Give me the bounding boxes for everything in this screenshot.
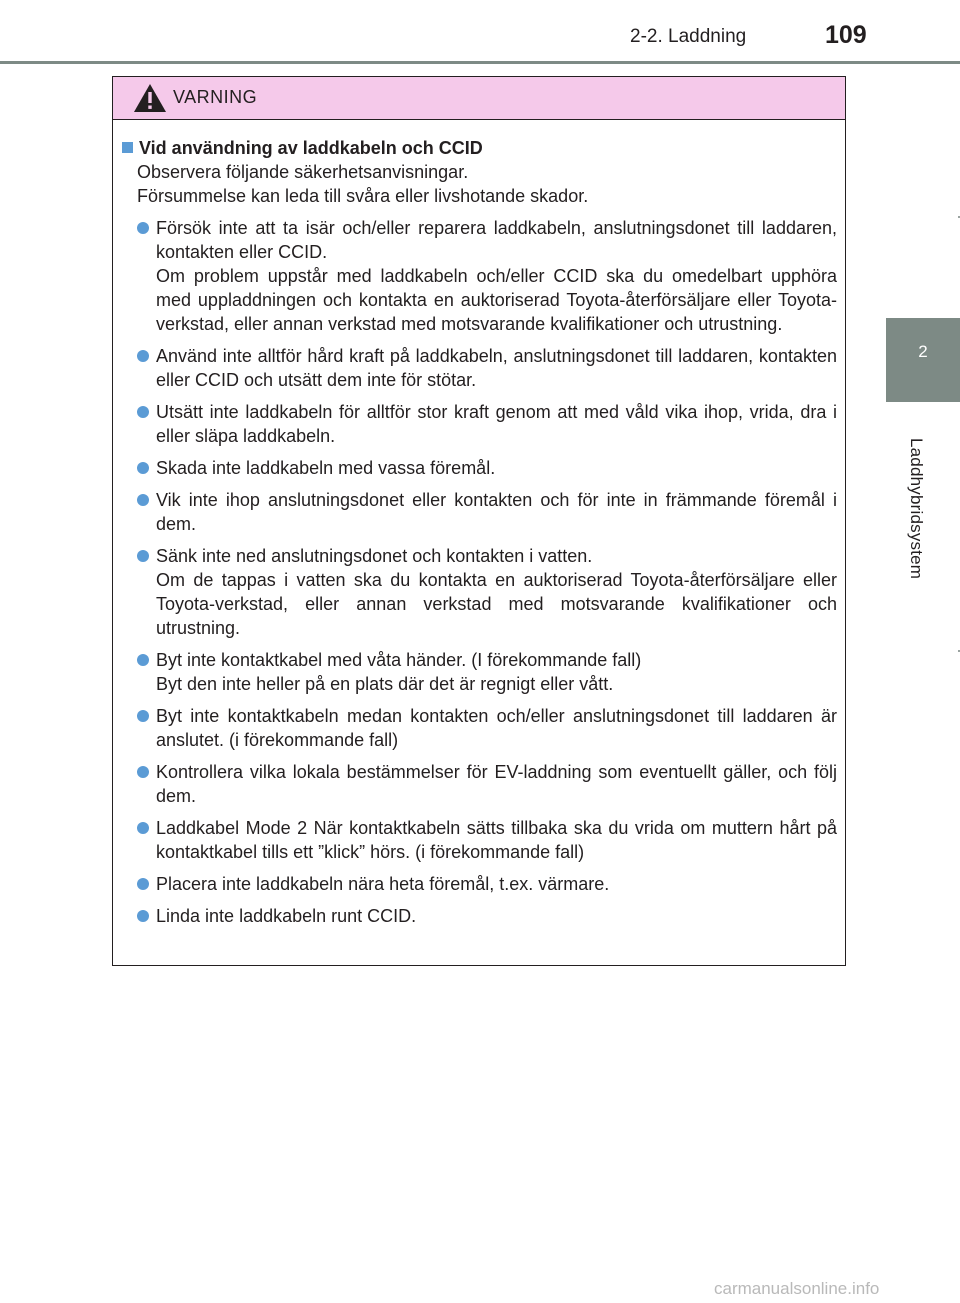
list-item-text [156,760,837,808]
list-item-text [156,544,837,640]
list-item-paragraph: Utsätt inte laddkabeln för alltför stor kraft genom att med våld vika ihop, vrida, dra i eller släpa laddkabeln. [156,402,837,446]
list-item [121,488,837,536]
warning-header [113,77,845,120]
list-item-paragraph: Försök inte att ta isär och/eller reparera laddkabeln, anslutningsdonet till laddaren, kontakten eller CCID. [156,218,837,262]
warning-subheading [121,136,837,160]
list-item-paragraph: Om problem uppstår med laddkabeln och/eller CCID ska du omedelbart upphöra med uppladdningen och kontakta en auktoriserad Toyota-återförsäljare eller Toyota-verkstad, eller annan verkstad med motsvarande kvalifikationer och utrustning. [156,266,837,334]
list-item [121,760,837,808]
list-item-paragraph: Sänk inte ned anslutningsdonet och kontakten i vatten. [156,546,593,566]
list-item-text [156,872,837,896]
subheading-text: Vid användning av laddkabeln och CCID [139,138,483,158]
list-item-text [156,216,837,336]
list-item-text [156,400,837,448]
warning-triangle-icon [133,83,167,113]
square-bullet-icon [122,142,133,153]
list-item-text [156,344,837,392]
list-item [121,400,837,448]
list-item-text [156,488,837,536]
section-title: 2-2. Laddning [630,26,747,47]
list-item-paragraph: Byt inte kontaktkabeln medan kontakten och/eller anslutningsdonet till laddaren är anslutet. (i förekommande fall) [156,706,837,750]
list-item-text [156,704,837,752]
list-item [121,344,837,392]
bullet-dot-icon [137,406,149,418]
bullet-dot-icon [137,550,149,562]
header-rule [0,61,960,64]
intro-line: Observera följande säkerhetsanvisningar. [137,162,469,182]
bullet-dot-icon [137,494,149,506]
warning-body [113,120,845,928]
bullet-dot-icon [137,654,149,666]
page-number: 109 [825,21,867,49]
warning-box [112,76,846,966]
bullet-dot-icon [137,766,149,778]
list-item-paragraph: Använd inte alltför hård kraft på laddkabeln, anslutningsdonet till laddaren, kontakten eller CCID och utsätt dem inte för stötar. [156,346,837,390]
list-item-text [156,456,837,480]
list-item-paragraph: Vik inte ihop anslutningsdonet eller kontakten och för inte in främmande föremål i dem. [156,490,837,534]
list-item [121,816,837,864]
list-item-paragraph: Linda inte laddkabeln runt CCID. [156,906,417,926]
bullet-dot-icon [137,350,149,362]
warning-intro [121,160,837,208]
list-item-paragraph: Om de tappas i vatten ska du kontakta en auktoriserad Toyota-återförsäljare eller Toyota-verkstad, eller annan verkstad med motsvarande kvalifikationer och utrustning. [156,570,837,638]
bullet-dot-icon [137,822,149,834]
bullet-dot-icon [137,878,149,890]
list-item [121,648,837,696]
bullet-dot-icon [137,462,149,474]
intro-line: Försummelse kan leda till svåra eller livshotande skador. [137,186,589,206]
chapter-tab[interactable] [886,318,960,402]
list-item [121,456,837,480]
chapter-label: Laddhybridsystem [907,438,926,580]
watermark: carmanualsonline.info [714,1279,880,1298]
list-item [121,704,837,752]
list-item [121,872,837,896]
bullet-dot-icon [137,222,149,234]
list-item-text [156,816,837,864]
list-item-text [156,904,837,928]
bullet-dot-icon [137,910,149,922]
list-item-paragraph: Byt den inte heller på en plats där det är regnigt eller vått. [156,674,614,694]
list-item-paragraph: Skada inte laddkabeln med vassa föremål. [156,458,496,478]
list-item [121,216,837,336]
warning-title: VARNING [173,87,258,107]
list-item [121,544,837,640]
list-item-text [156,648,837,696]
list-item-paragraph: Byt inte kontaktkabel med våta händer. (I förekommande fall) [156,650,642,670]
list-item-paragraph: Placera inte laddkabeln nära heta föremål, t.ex. värmare. [156,874,610,894]
chapter-number: 2 [918,342,928,361]
bullet-dot-icon [137,710,149,722]
list-item-paragraph: Kontrollera vilka lokala bestämmelser för EV-laddning som eventuellt gäller, och följ dem. [156,762,837,806]
list-item-paragraph: Laddkabel Mode 2 När kontaktkabeln sätts tillbaka ska du vrida om muttern hårt på kontaktkabel tills ett ”klick” hörs. (i förekommande fall) [156,818,837,862]
list-item [121,904,837,928]
